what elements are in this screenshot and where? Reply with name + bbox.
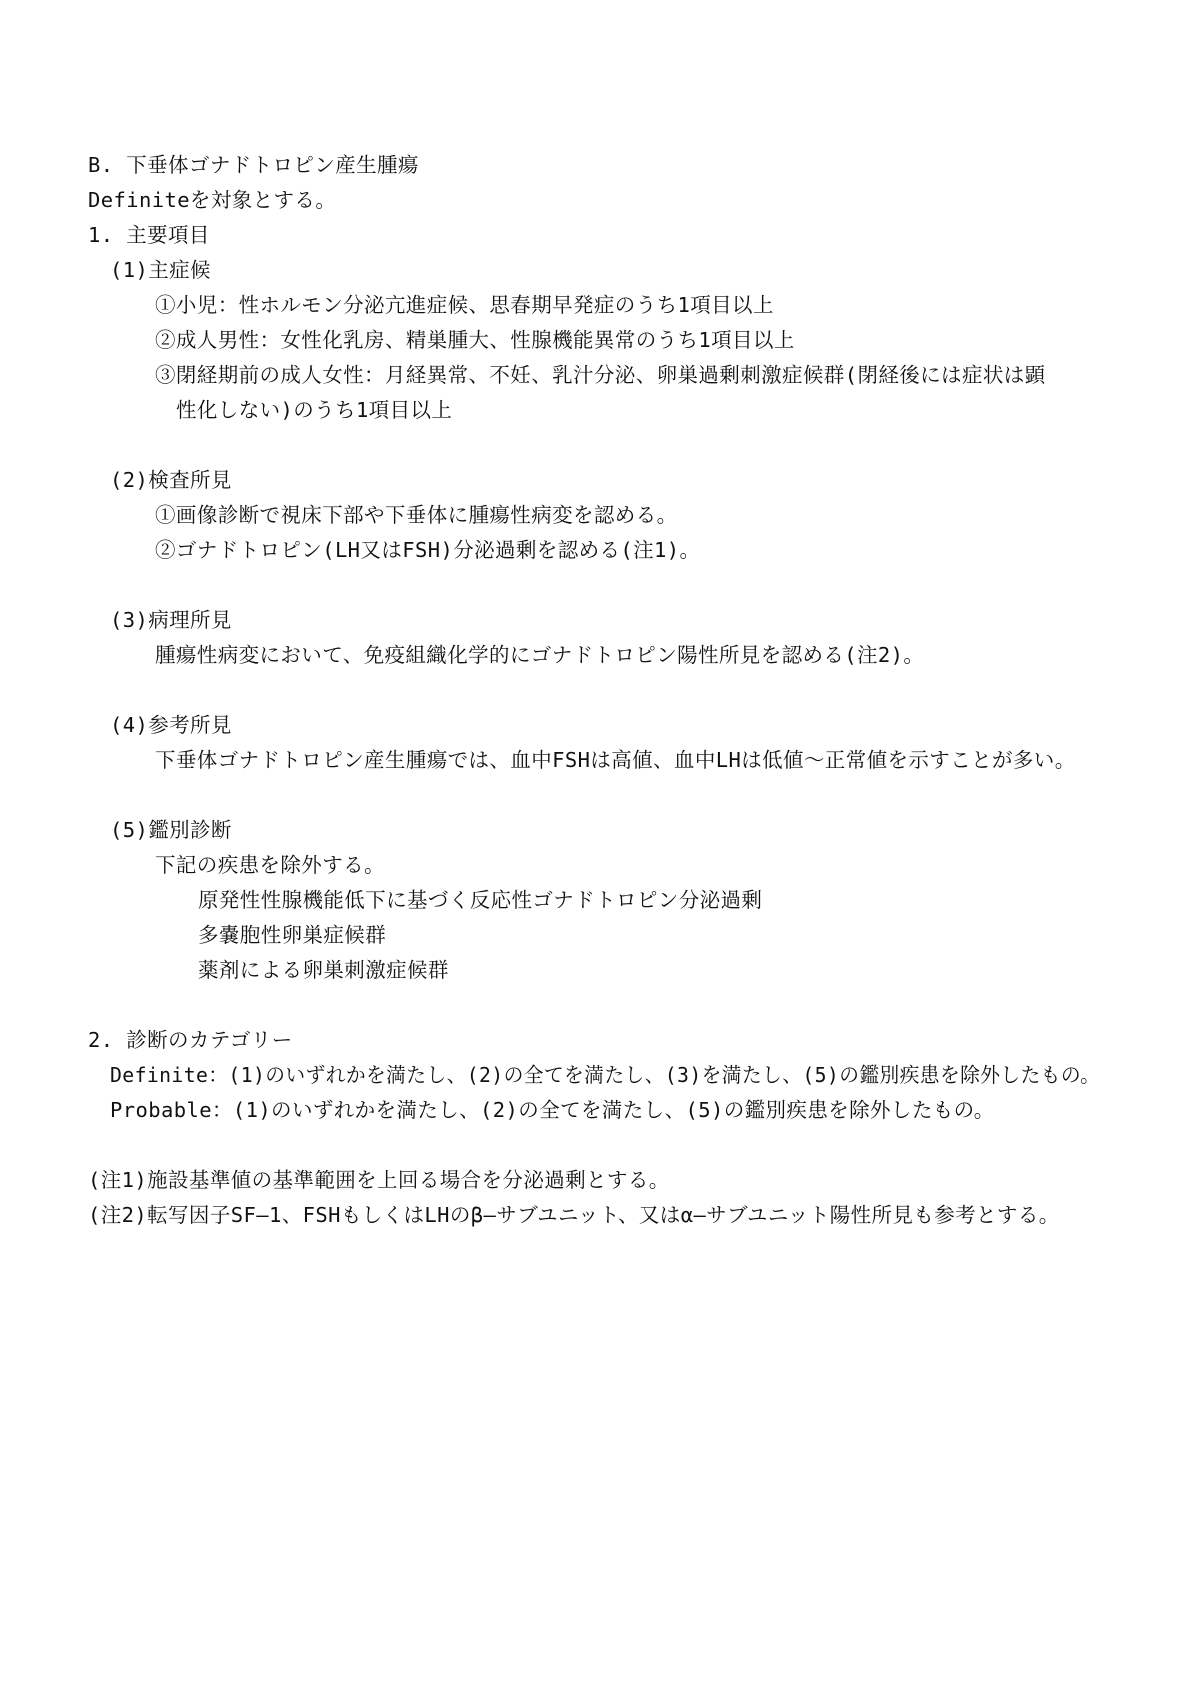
exam-item-1: ①画像診断で視床下部や下垂体に腫瘍性病変を認める。 [155,503,678,527]
category-definite: Definite：(1)のいずれかを満たし、(2)の全てを満たし、(3)を満たし、(5)の鑑別疾患を除外したもの。 [110,1063,1101,1087]
category-heading: 2. 診断のカテゴリー [88,1028,293,1052]
symptom-item-2: ②成人男性：女性化乳房、精巣腫大、性腺機能異常のうち1項目以上 [155,328,795,352]
scope-text: Definiteを対象とする。 [88,188,337,212]
exam-item-2: ②ゴナドトロピン(LH又はFSH)分泌過剰を認める(注1)。 [155,538,701,562]
section-title: B. 下垂体ゴナドトロピン産生腫瘍 [88,153,419,177]
differential-intro: 下記の疾患を除外する。 [155,853,385,877]
reference-heading: (4)参考所見 [110,713,232,737]
main-items-heading: 1. 主要項目 [88,223,210,247]
differential-item-1: 原発性性腺機能低下に基づく反応性ゴナドトロピン分泌過剰 [198,888,763,912]
symptom-item-3-line-2: 性化しない)のうち1項目以上 [176,398,453,422]
note-1: (注1)施設基準値の基準範囲を上回る場合を分泌過剰とする。 [88,1168,670,1192]
symptom-item-1: ①小児：性ホルモン分泌亢進症候、思春期早発症のうち1項目以上 [155,293,774,317]
pathology-heading: (3)病理所見 [110,608,232,632]
differential-heading: (5)鑑別診断 [110,818,232,842]
symptoms-heading: (1)主症候 [110,258,211,282]
pathology-text: 腫瘍性病変において、免疫組織化学的にゴナドトロピン陽性所見を認める(注2)。 [155,643,925,667]
differential-item-3: 薬剤による卵巣刺激症候群 [198,958,449,982]
exam-heading: (2)検査所見 [110,468,232,492]
differential-item-2: 多嚢胞性卵巣症候群 [198,923,387,947]
reference-text: 下垂体ゴナドトロピン産生腫瘍では、血中FSHは高値、血中LHは低値～正常値を示すことが多い。 [155,748,1076,772]
note-2: (注2)転写因子SF—1、FSHもしくはLHのβ—サブユニット、又はα—サブユニット陽性所見も参考とする。 [88,1203,1060,1227]
category-probable: Probable：(1)のいずれかを満たし、(2)の全てを満たし、(5)の鑑別疾患を除外したもの。 [110,1098,995,1122]
symptom-item-3-line-1: ③閉経期前の成人女性：月経異常、不妊、乳汁分泌、卵巣過剰刺激症候群(閉経後には症状は顕 [155,363,1046,387]
